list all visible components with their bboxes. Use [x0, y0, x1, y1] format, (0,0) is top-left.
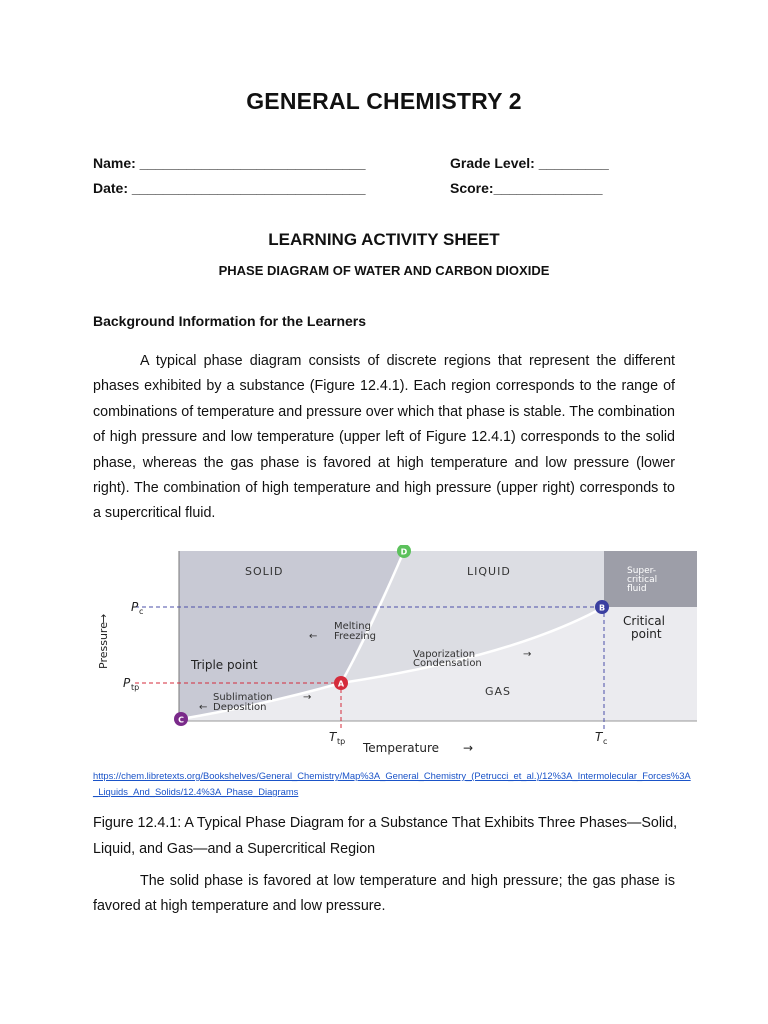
name-field[interactable]: Name: _____________________________	[93, 155, 366, 171]
point-d-label: D	[400, 547, 408, 557]
background-paragraph-text: A typical phase diagram consists of discrete regions that represent the different phases exhibited by a substance (Figure 12.4.1). Each region corresponds to the range of combinations of temperature and pressure over which that phase is stable. The combination of high pressure and low temperature (upper left of Figure 12.4.1) corresponds to the solid phase, whereas the gas phase is favored at high temperature and low pressure (lower right). The combination of high temperature and high pressure (upper right) corresponds to a supercritical fluid.	[93, 353, 675, 522]
ttp-label: T	[329, 730, 337, 744]
vaporization-arrow: →	[523, 649, 532, 660]
sheet-title: LEARNING ACTIVITY SHEET	[268, 230, 500, 249]
pressure-axis-label: Pressure	[97, 622, 110, 669]
gas-label: GAS	[485, 685, 512, 698]
supercritical-label-1: Super-	[627, 566, 657, 576]
condensation-label: Condensation	[413, 658, 482, 669]
closing-paragraph	[93, 869, 675, 920]
background-heading: Background Information for the Learners	[93, 313, 367, 329]
temperature-axis-label: Temperature	[363, 741, 440, 755]
source-link[interactable]: https://chem.libretexts.org/Bookshelves/General_Chemistry/Map%3A_General_Chemistry_(Petrucci_et_al.)/12%3A_Intermolecular_Forces%3A_Liquids_And_Solids/12.4%3A_Phase_Diagrams	[93, 770, 691, 797]
closing-paragraph-text: The solid phase is favored at low temperature and high pressure; the gas phase is favored at high temperature and low pressure.	[93, 873, 675, 915]
vaporization-label: Vaporization	[413, 649, 476, 660]
solid-label: SOLID	[245, 565, 284, 578]
deposition-label: Deposition	[213, 702, 267, 713]
critical-point-label-2: point	[631, 627, 662, 641]
point-c-label: C	[178, 715, 184, 725]
phase-diagram-figure	[93, 545, 698, 758]
tc-label: T	[595, 730, 603, 744]
ptp-subscript: tp	[131, 683, 140, 692]
background-paragraph	[93, 349, 675, 527]
point-b-label: B	[598, 603, 606, 613]
sublimation-arrow: →	[303, 692, 312, 703]
date-field[interactable]: Date: ______________________________	[93, 180, 366, 196]
supercritical-label-3: fluid	[627, 584, 647, 594]
grade-level-field[interactable]: Grade Level: _________	[450, 155, 609, 171]
score-field[interactable]: Score:______________	[450, 180, 603, 196]
ttp-subscript: tp	[337, 737, 346, 746]
triple-point-label: Triple point	[191, 658, 258, 672]
ptp-label: P	[123, 676, 131, 690]
melting-label: Melting	[334, 621, 371, 632]
liquid-label: LIQUID	[467, 565, 511, 578]
supercritical-label-2: critical	[627, 575, 658, 585]
pc-label: P	[131, 600, 139, 614]
document-title: GENERAL CHEMISTRY 2	[246, 88, 522, 114]
temperature-axis-arrow: →	[463, 741, 474, 755]
deposition-arrow: ←	[199, 702, 208, 713]
sheet-subtitle: PHASE DIAGRAM OF WATER AND CARBON DIOXIDE	[218, 263, 550, 278]
sublimation-label: Sublimation	[213, 692, 273, 703]
point-a-label: A	[337, 679, 345, 689]
pc-subscript: c	[139, 607, 144, 616]
pressure-axis-arrow: →	[97, 613, 110, 623]
tc-subscript: c	[603, 737, 608, 746]
figure-caption: Figure 12.4.1: A Typical Phase Diagram for a Substance That Exhibits Three Phases—Solid, Liquid, and Gas—and a Supercritical Region	[93, 815, 678, 857]
critical-point-label-1: Critical	[623, 614, 665, 628]
freezing-label: Freezing	[334, 631, 376, 642]
freezing-arrow: ←	[309, 631, 318, 642]
